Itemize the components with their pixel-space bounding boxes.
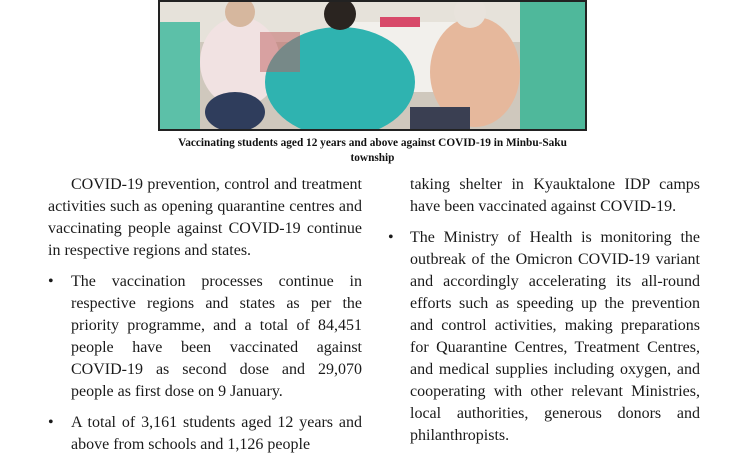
continuation-paragraph: taking shelter in Kyauktalone IDP camps have been vaccinated against COVID-19. [410, 176, 700, 215]
left-column [48, 174, 362, 456]
list-item [388, 227, 700, 447]
list-item [48, 412, 362, 456]
list-item [48, 271, 362, 403]
intro-paragraph: COVID-19 prevention, control and treatment activities such as opening quarantine centres and vaccinating people against COVID-19 continue in respective regions and states. [48, 176, 362, 259]
bullet-text: The vaccination processes continue in respective regions and states as per the priority programme, and a total of 84,451 people have been vaccinated against COVID-19 as second dose and 29,070 people as first dose on 9 January. [71, 273, 362, 400]
bullet-icon: • [48, 273, 54, 290]
photo-caption: Vaccinating students aged 12 years and above against COVID-19 in Minbu-Saku township [178, 137, 567, 164]
bullet-icon: • [388, 229, 394, 246]
left-bullet-list [48, 271, 362, 456]
bullet-text: The Ministry of Health is monitoring the outbreak of the Omicron COVID-19 variant and accordingly accelerating its all-round efforts such as speeding up the prevention and control activities, making preparations for Quarantine Centres, Treatment Centres, and medical supplies including oxygen, and cooperating with other relevant Ministries, local authorities, generous donors and philanthropists. [410, 229, 700, 444]
bullet-text: A total of 3,161 students aged 12 years and above from schools and 1,126 people [71, 414, 362, 453]
news-photo [158, 0, 587, 131]
bullet-icon: • [48, 414, 54, 431]
right-bullet-list [388, 227, 700, 447]
right-column [388, 174, 700, 447]
